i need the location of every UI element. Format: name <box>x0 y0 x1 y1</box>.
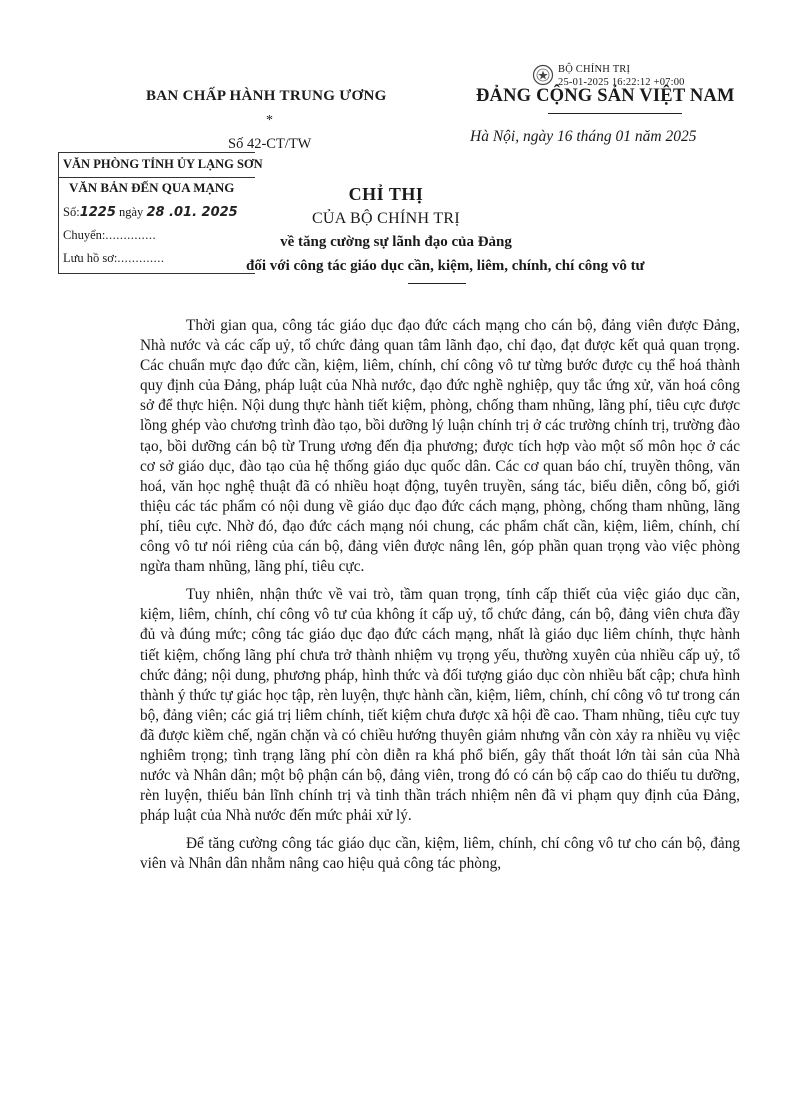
stamp-luu-label: Lưu hồ sơ: <box>63 251 118 265</box>
document-number: Số 42-CT/TW <box>228 136 312 152</box>
incoming-stamp <box>58 152 263 274</box>
stamp-forward-row: Chuyển:.............. <box>63 228 157 242</box>
stamp-so-label: Số: <box>63 205 80 219</box>
stamp-file-row: Lưu hồ sơ:............. <box>63 251 165 265</box>
body-paragraph-1: Thời gian qua, công tác giáo dục đạo đức cách mạng cho cán bộ, đảng viên được Đảng, Nhà nước và các cấp uỷ, tổ chức đảng quan tâm lãnh đạo, chỉ đạo, đạt được kết quả quan trọng. Các chuẩn mực đạo đức cần, kiệm, liêm, chính, chí công vô tư từng bước được cụ thể hoá thành quy định của Đảng, pháp luật của Nhà nước, đạo đức nghề nghiệp, quy tắc ứng xử, văn hoá công sở để thực hiện. Nội dung thực hành tiết kiệm, phòng, chống tham nhũng, lãng phí, tiêu cực được lồng ghép vào chương trình đào tạo, bồi dưỡng lý luận chính trị ở các trường chính trị, trường đào tạo, bồi dưỡng cán bộ từ Trung ương đến địa phương; được tích hợp vào một số môn học ở các cơ sở giáo dục, đào tạo của hệ thống giáo dục quốc dân. Các cơ quan báo chí, truyền thông, văn hoá, văn học nghệ thuật đã có nhiều hoạt động, tuyên truyền, sáng tác, biểu diễn, công bố, giới thiệu các tác phẩm có nội dung về giáo dục đạo đức cách mạng, phòng, chống tham nhũng, lãng phí, tiêu cực. Nhờ đó, đạo đức cách mạng nói chung, các phẩm chất cần, kiệm, liêm, chính, chí công vô tư nói riêng của cán bộ, đảng viên được nâng lên, góp phần quan trọng vào việc phòng ngừa tham nhũng, lãng phí, tiêu cực. <box>140 317 740 576</box>
document-type: CHỈ THỊ <box>348 184 424 204</box>
stamp-title: VĂN BẢN ĐẾN QUA MẠNG <box>69 180 235 195</box>
title-rule <box>408 283 466 284</box>
document-subject-line2: đối với công tác giáo dục cần, kiệm, liêm, chính, chí công vô tư <box>246 258 645 274</box>
stamp-so-value: 1225 <box>79 205 116 220</box>
stamp-ngay-value: 28 .01. 2025 <box>146 205 238 220</box>
stamp-chuyen-label: Chuyển: <box>63 228 106 242</box>
stamp-divider <box>59 177 255 178</box>
stamp-ngay-label: ngày <box>119 205 144 219</box>
signature-timestamp: 25-01-2025 16:22:12 +07:00 <box>558 77 685 88</box>
stamp-office: VĂN PHÒNG TỈNH ỦY LẠNG SƠN <box>63 157 263 171</box>
issuing-body: BAN CHẤP HÀNH TRUNG ƯƠNG <box>146 88 387 104</box>
body-paragraph-2: Tuy nhiên, nhận thức về vai trò, tầm quan trọng, tính cấp thiết của việc giáo dục cần, kiệm, liêm, chính, chí công vô tư của không ít cấp uỷ, tổ chức đảng, cán bộ, đảng viên chưa đầy đủ và đúng mức; công tác giáo dục đạo đức cách mạng, nhất là giáo dục liêm chính, thực hành tiết kiệm, chống lãng phí chưa trở thành nhiệm vụ trọng yếu, thường xuyên của nhiều cấp uỷ, tổ chức đảng; nội dung, phương pháp, hình thức và đối tượng giáo dục còn nhiều bất cập; chưa hình thành ý thức tự giác học tập, rèn luyện, thực hành cần, kiệm, liêm, chính, chí công vô tư trong cán bộ, đảng viên; các giá trị liêm chính, tiết kiệm chưa được xã hội đề cao. Tham nhũng, tiêu cực tuy đã được kiềm chế, ngăn chặn và có chiều hướng thuyên giảm nhưng vẫn còn xảy ra nhiều vụ việc nghiêm trọng; tình trạng lãng phí còn diễn ra khá phổ biến, gây thất thoát lớn tài sản của Nhà nước và Nhân dân; một bộ phận cán bộ, đảng viên, trong đó có cán bộ cấp cao do thiếu tu dưỡng, rèn luyện, thiếu bản lĩnh chính trị và tinh thần trách nhiệm nên đã vi phạm quy định của Đảng, pháp luật của Nhà nước đến mức phải xử lý. <box>140 586 740 825</box>
party-name: ĐẢNG CỘNG SẢN VIỆT NAM <box>476 86 735 106</box>
document-body <box>140 316 740 883</box>
signature-signer: BỘ CHÍNH TRỊ <box>558 64 631 75</box>
place-date: Hà Nội, ngày 16 tháng 01 năm 2025 <box>470 128 697 145</box>
party-name-underline <box>548 113 682 114</box>
stamp-number-row <box>63 205 238 220</box>
document-issuer: CỦA BỘ CHÍNH TRỊ <box>311 210 461 227</box>
state-emblem-icon <box>532 64 554 86</box>
header-star: * <box>266 113 273 128</box>
body-paragraph-3: Để tăng cường công tác giáo dục cần, kiệm, liêm, chính, chí công vô tư cho cán bộ, đảng viên và Nhân dân nhằm nâng cao hiệu quả công tác phòng, <box>140 835 740 873</box>
document-subject-line1: về tăng cường sự lãnh đạo của Đảng <box>280 234 512 250</box>
